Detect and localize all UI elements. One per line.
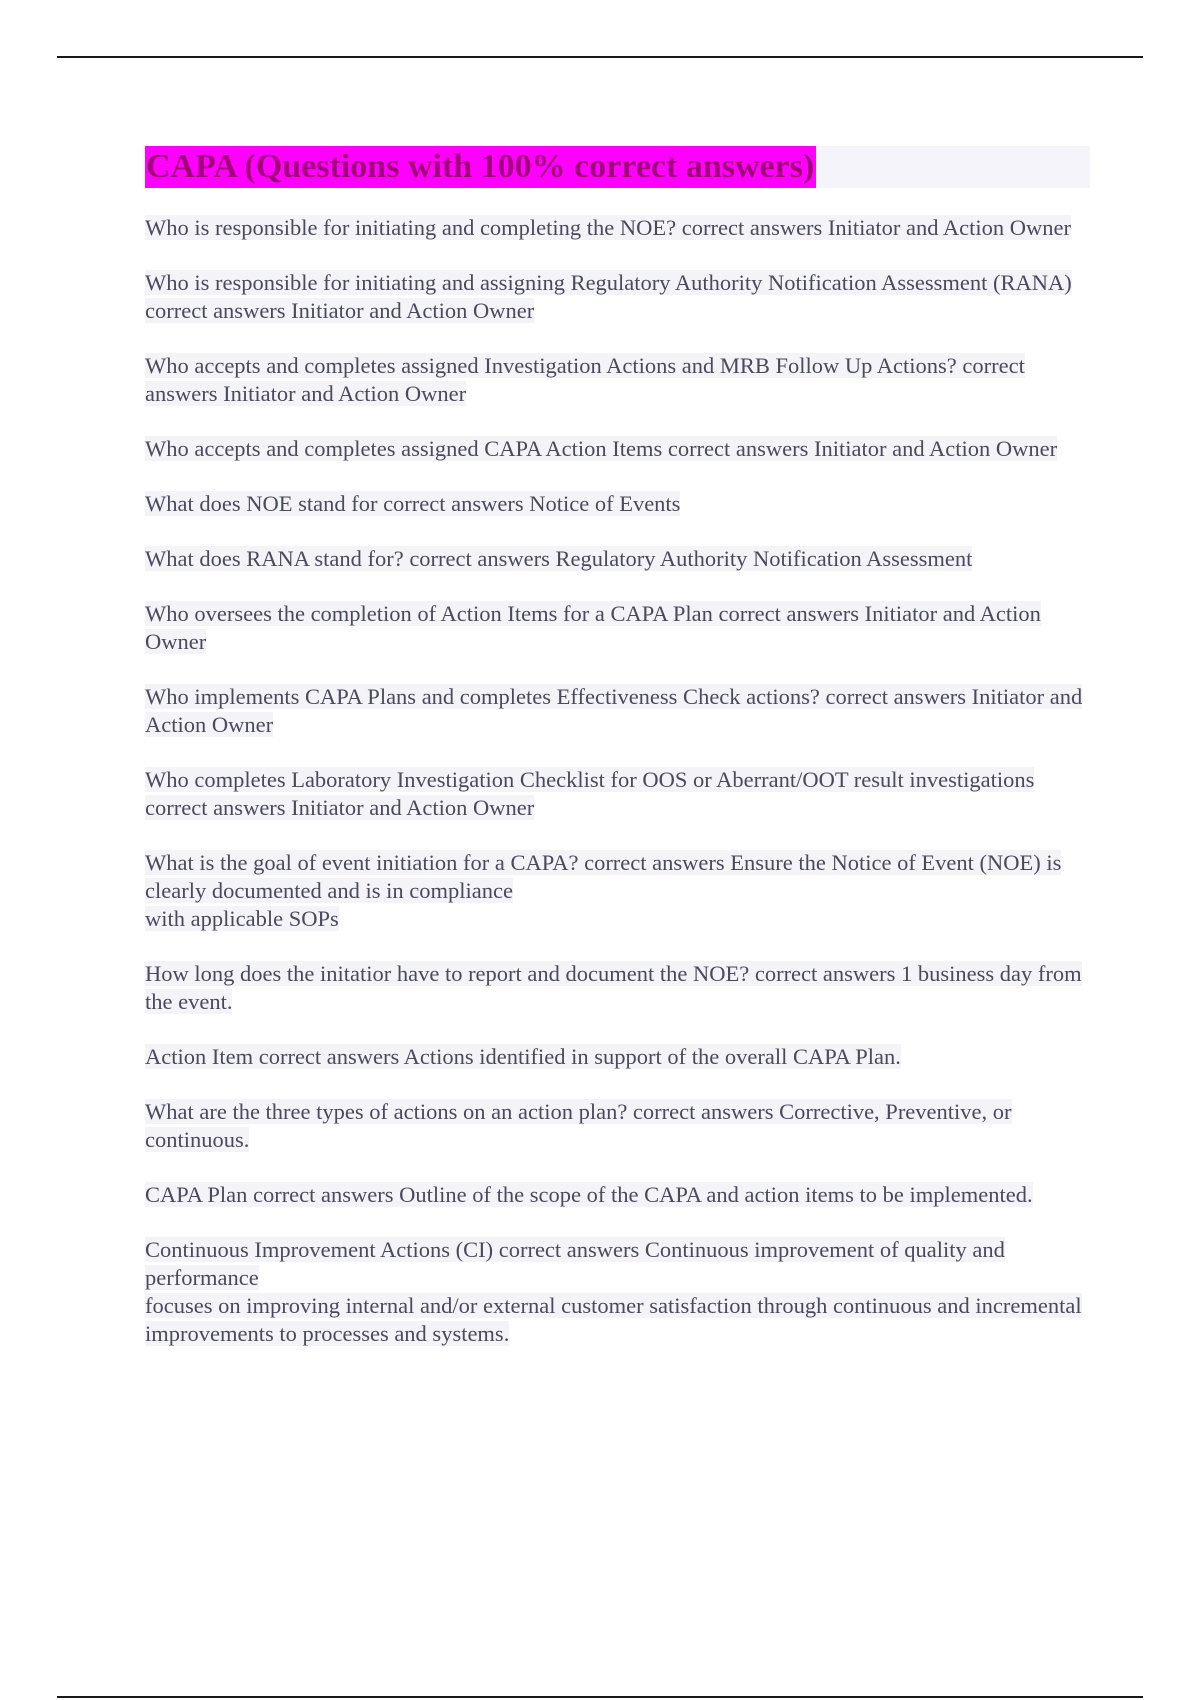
qa-item xyxy=(145,766,1090,822)
qa-text: Continuous Improvement Actions (CI) correct answers Continuous improvement of quality and performance xyxy=(145,1237,1005,1290)
qa-item xyxy=(145,545,1090,573)
qa-text: Who completes Laboratory Investigation Checklist for OOS or Aberrant/OOT result investigations correct answers Initiator and Action Owner xyxy=(145,767,1035,820)
qa-text: What is the goal of event initiation for a CAPA? correct answers Ensure the Notice of Event (NOE) is clearly documented and is in compliance xyxy=(145,850,1062,903)
qa-text: Who is responsible for initiating and assigning Regulatory Authority Notification Assessment (RANA) correct answers Initiator and Action Owner xyxy=(145,270,1072,323)
qa-item xyxy=(145,435,1090,463)
qa-text: Who accepts and completes assigned CAPA Action Items correct answers Initiator and Action Owner xyxy=(145,436,1058,461)
qa-item xyxy=(145,1181,1090,1209)
qa-text: Action Item correct answers Actions identified in support of the overall CAPA Plan. xyxy=(145,1044,901,1069)
qa-item xyxy=(145,269,1090,325)
qa-item xyxy=(145,1236,1090,1348)
qa-item xyxy=(145,1098,1090,1154)
page-bottom-rule xyxy=(57,1696,1143,1698)
qa-text-continuation: with applicable SOPs xyxy=(145,906,339,931)
qa-text: What are the three types of actions on an action plan? correct answers Corrective, Preventive, or continuous. xyxy=(145,1099,1012,1152)
page-top-rule xyxy=(57,56,1143,58)
qa-text: Who oversees the completion of Action Items for a CAPA Plan correct answers Initiator and Action Owner xyxy=(145,601,1041,654)
qa-item xyxy=(145,1043,1090,1071)
qa-text: What does NOE stand for correct answers Notice of Events xyxy=(145,491,681,516)
qa-text-continuation: focuses on improving internal and/or external customer satisfaction through continuous and incremental improvements to processes and systems. xyxy=(145,1293,1082,1346)
qa-item xyxy=(145,600,1090,656)
qa-text: CAPA Plan correct answers Outline of the scope of the CAPA and action items to be implemented. xyxy=(145,1182,1033,1207)
qa-text: What does RANA stand for? correct answers Regulatory Authority Notification Assessment xyxy=(145,546,973,571)
qa-item xyxy=(145,352,1090,408)
qa-item xyxy=(145,960,1090,1016)
qa-text: How long does the initatior have to report and document the NOE? correct answers 1 business day from the event. xyxy=(145,961,1082,1014)
qa-item xyxy=(145,683,1090,739)
qa-list xyxy=(145,214,1090,1348)
document-body xyxy=(145,146,1090,1375)
qa-item xyxy=(145,214,1090,242)
document-title: CAPA (Questions with 100% correct answers) xyxy=(145,146,816,188)
qa-text: Who is responsible for initiating and completing the NOE? correct answers Initiator and Action Owner xyxy=(145,215,1071,240)
qa-text: Who accepts and completes assigned Investigation Actions and MRB Follow Up Actions? correct answers Initiator and Action Owner xyxy=(145,353,1025,406)
qa-text: Who implements CAPA Plans and completes Effectiveness Check actions? correct answers Initiator and Action Owner xyxy=(145,684,1083,737)
qa-item xyxy=(145,490,1090,518)
qa-item xyxy=(145,849,1090,933)
title-band xyxy=(145,146,1090,188)
